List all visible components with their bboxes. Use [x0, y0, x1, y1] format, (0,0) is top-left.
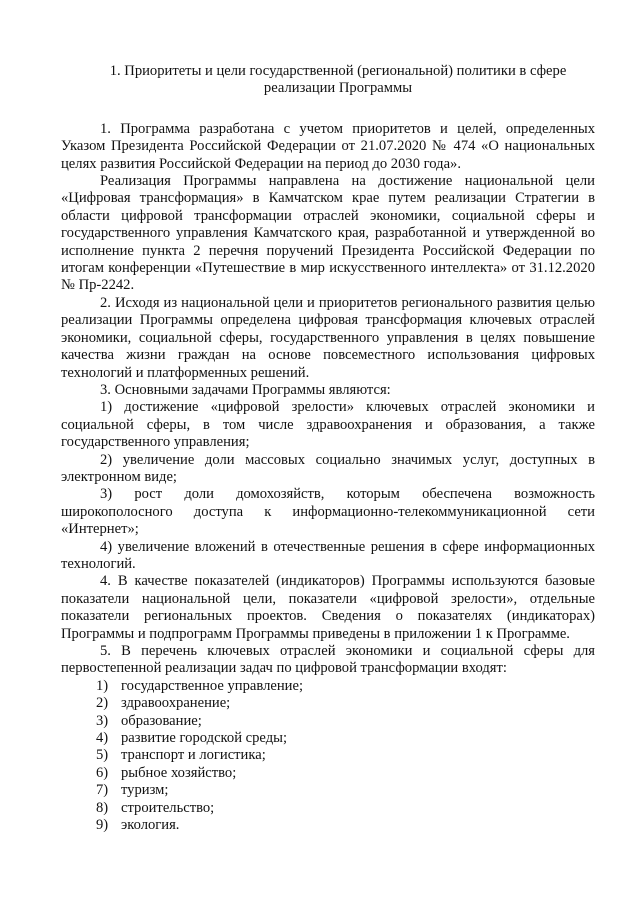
- task-item-3: 3) рост доли домохозяйств, которым обеспечена возможность широкополосного доступа к информационно-телекоммуникационной сети «Интернет»;: [61, 486, 595, 538]
- paragraph-5: 4. В качестве показателей (индикаторов) Программы используются базовые показатели национальной цели, показатели «цифровой зрелости», отдельные показатели региональных проектов. Сведения о показателях (индикаторах) Программы и подпрограмм Программы приведены в приложении 1 к Программе.: [61, 573, 595, 642]
- list-item-text: рыбное хозяйство;: [121, 764, 237, 781]
- list-item-number: 3): [96, 712, 109, 729]
- list-item-text: образование;: [121, 712, 202, 729]
- list-item-number: 1): [96, 677, 109, 694]
- list-item: [61, 800, 595, 817]
- list-item-text: экология.: [121, 817, 180, 834]
- list-item-text: туризм;: [121, 782, 169, 799]
- list-item: [61, 747, 595, 764]
- list-item-number: 7): [96, 782, 109, 799]
- list-item-number: 2): [96, 695, 109, 712]
- paragraph-6: 5. В перечень ключевых отраслей экономики и социальной сферы для первостепенной реализации задач по цифровой трансформации входят:: [61, 643, 595, 677]
- list-item: [61, 713, 595, 730]
- paragraph-1: 1. Программа разработана с учетом приоритетов и целей, определенных Указом Президента Российской Федерации от 21.07.2020 № 474 «О национальных целях развития Российской Федерации на период до 2030 года».: [61, 120, 595, 172]
- list-item: [61, 730, 595, 747]
- task-item-4: 4) увеличение вложений в отечественные решения в сфере информационных технологий.: [61, 538, 595, 572]
- list-item-number: 5): [96, 747, 109, 764]
- list-item-text: государственное управление;: [121, 677, 303, 694]
- list-item-number: 6): [96, 764, 109, 781]
- task-item-1: 1) достижение «цифровой зрелости» ключевых отраслей экономики и социальной сферы, в том числе здравоохранения и образования, а также государственного управления;: [61, 399, 595, 451]
- section-title: [61, 63, 595, 98]
- list-item: [61, 817, 595, 834]
- document-page: [61, 63, 595, 834]
- list-item-text: строительство;: [121, 799, 215, 816]
- list-item: [61, 765, 595, 782]
- sector-list: [61, 678, 595, 835]
- task-item-2: 2) увеличение доли массовых социально значимых услуг, доступных в электронном виде;: [61, 451, 595, 485]
- section-title-line-2: реализации Программы: [263, 80, 413, 97]
- paragraph-4: 3. Основными задачами Программы являются:: [100, 381, 391, 398]
- list-item-text: транспорт и логистика;: [121, 747, 266, 764]
- list-item-number: 8): [96, 799, 109, 816]
- list-item-text: здравоохранение;: [121, 695, 231, 712]
- paragraph-2: Реализация Программы направлена на достижение национальной цели «Цифровая трансформация» в Камчатском крае путем реализации Стратегии в области цифровой трансформации отраслей экономики, социальной сферы и государственного управления Камчатского края, разработанной и утвержденной во исполнение пункта 2 перечня поручений Президента Российской Федерации по итогам конференции «Путешествие в мир искусственного интеллекта» от 31.12.2020 № Пр-2242.: [61, 173, 595, 294]
- list-item: [61, 678, 595, 695]
- paragraph-3: 2. Исходя из национальной цели и приоритетов регионального развития целью реализации Программы определена цифровая трансформация ключевых отраслей экономики, социальной сферы, государственного управления в целях повышение качества жизни граждан на основе повсеместного использования цифровых технологий и платформенных решений.: [61, 294, 595, 381]
- list-item: [61, 695, 595, 712]
- section-title-line-1: 1. Приоритеты и цели государственной (региональной) политики в сфере: [109, 63, 567, 79]
- list-item: [61, 782, 595, 799]
- list-item-text: развитие городской среды;: [121, 730, 287, 747]
- list-item-number: 9): [96, 817, 109, 834]
- list-item-number: 4): [96, 730, 109, 747]
